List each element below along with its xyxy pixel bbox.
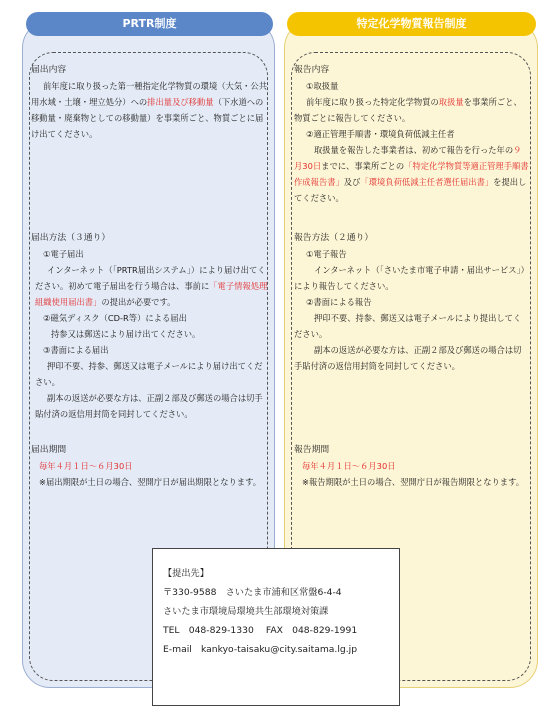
address-title: 【提出先】 — [163, 568, 209, 579]
prtr-method-title: 届出方法（３通り） — [31, 233, 111, 243]
report-method-2-text: 押印不要、持参、郵送又は電子メールにより提出してください。 — [294, 313, 522, 339]
report-content-section — [294, 62, 529, 206]
prtr-content-section — [31, 62, 268, 142]
report-deadline-highlight: ９月30日 — [294, 145, 522, 171]
report-method-2-title: ②書面による報告 — [306, 297, 372, 307]
report-item-1-highlight: 取扱量 — [438, 97, 464, 107]
report-method-1-text: インターネット（「さいたま市電子申請・届出サービス」）により報告してください。 — [294, 265, 529, 291]
prtr-method-2-title: ②磁気ディスク（CD-R等）による届出 — [43, 313, 187, 323]
prtr-method-2-text: 持参又は郵送により届け出てください。 — [51, 329, 201, 339]
prtr-period-dates: 毎年４月１日～６月30日 — [39, 461, 133, 471]
report-item-2-title: ②適正管理手順書・環境負荷低減主任者 — [306, 129, 455, 139]
prtr-method-1-highlight: 「電子情報処理組織使用届出書」 — [35, 281, 268, 307]
prtr-method-3-text: 押印不要、持参、郵送又は電子メールにより届け出てください。 — [35, 361, 263, 387]
prtr-period-section — [31, 442, 268, 490]
prtr-period-note: ※届出期限が土日の場合、翌開庁日が届出期限となります。 — [39, 477, 262, 487]
submission-address-box — [152, 548, 400, 706]
report-period-dates: 毎年４月１日～６月30日 — [302, 461, 396, 471]
report-item-1-title: ①取扱量 — [306, 81, 339, 91]
report-method-1-title: ①電子報告 — [306, 249, 347, 259]
prtr-method-1-title: ①電子届出 — [43, 249, 84, 259]
report-period-note: ※報告期限が土日の場合、翌開庁日が報告期限となります。 — [302, 477, 525, 487]
prtr-period-title: 届出期間 — [31, 445, 67, 455]
report-method-title: 報告方法（２通り） — [294, 233, 374, 243]
address-phone-fax: TEL 048-829-1330 FAX 048-829-1991 — [163, 625, 358, 636]
report-item-1-text: 前年度に取り扱った特定化学物質の取扱量を事業所ごと、物質ごとに報告してください。 — [294, 97, 522, 123]
report-period-section — [294, 442, 529, 490]
address-email[interactable]: E-mail kankyo-taisaku@city.saitama.lg.jp — [163, 644, 358, 655]
prtr-emission-highlight: 排出量及び移動量 — [147, 97, 214, 107]
prtr-content-title: 届出内容 — [31, 65, 67, 75]
chemical-report-header: 特定化学物質報告制度 — [287, 12, 536, 36]
prtr-method-1-text: インターネット（「PRTR届出システム」）により届け出てください。初めて電子届出を行う場合は、事前に「電子情報処理組織使用届出書」の提出が必要です。 — [35, 265, 268, 307]
prtr-header: PRTR制度 — [26, 12, 273, 36]
prtr-method-note: 副本の返送が必要な方は、正副２部及び郵送の場合は切手貼付済の返信用封筒を同封してください。 — [35, 393, 263, 419]
report-manager-highlight: 「環境負荷低減主任者選任届出書」 — [360, 177, 494, 187]
prtr-content-text: 前年度に取り扱った第一種指定化学物質の環境（大気・公共用水域・土壌・埋立処分）への排出量及び移動量（下水道への移動量・廃棄物としての移動量）を事業所ごと、物質ごとに届け出てください。 — [31, 81, 268, 139]
report-item-2-text: 取扱量を報告した事業者は、初めて報告を行った年の９月30日までに、事業所ごとの「特定化学物質等適正管理手順書作成報告書」及び「環境負荷低減主任者選任届出書」を提出してください。 — [294, 145, 529, 203]
report-method-note: 副本の返送が必要な方は、正副２部及び郵送の場合は切手貼付済の返信用封筒を同封してください。 — [294, 345, 522, 371]
prtr-method-section — [31, 230, 268, 422]
report-content-title: 報告内容 — [294, 65, 330, 75]
address-postal: 〒330-9588 さいたま市浦和区常盤6-4-4 — [163, 587, 342, 598]
report-manual-highlight: 「特定化学物質等適正管理手順書作成報告書」 — [294, 161, 529, 187]
report-period-title: 報告期間 — [294, 445, 330, 455]
prtr-method-3-title: ③書面による届出 — [43, 345, 109, 355]
report-method-section — [294, 230, 529, 374]
address-department: さいたま市環境局環境共生部環境対策課 — [163, 606, 329, 617]
